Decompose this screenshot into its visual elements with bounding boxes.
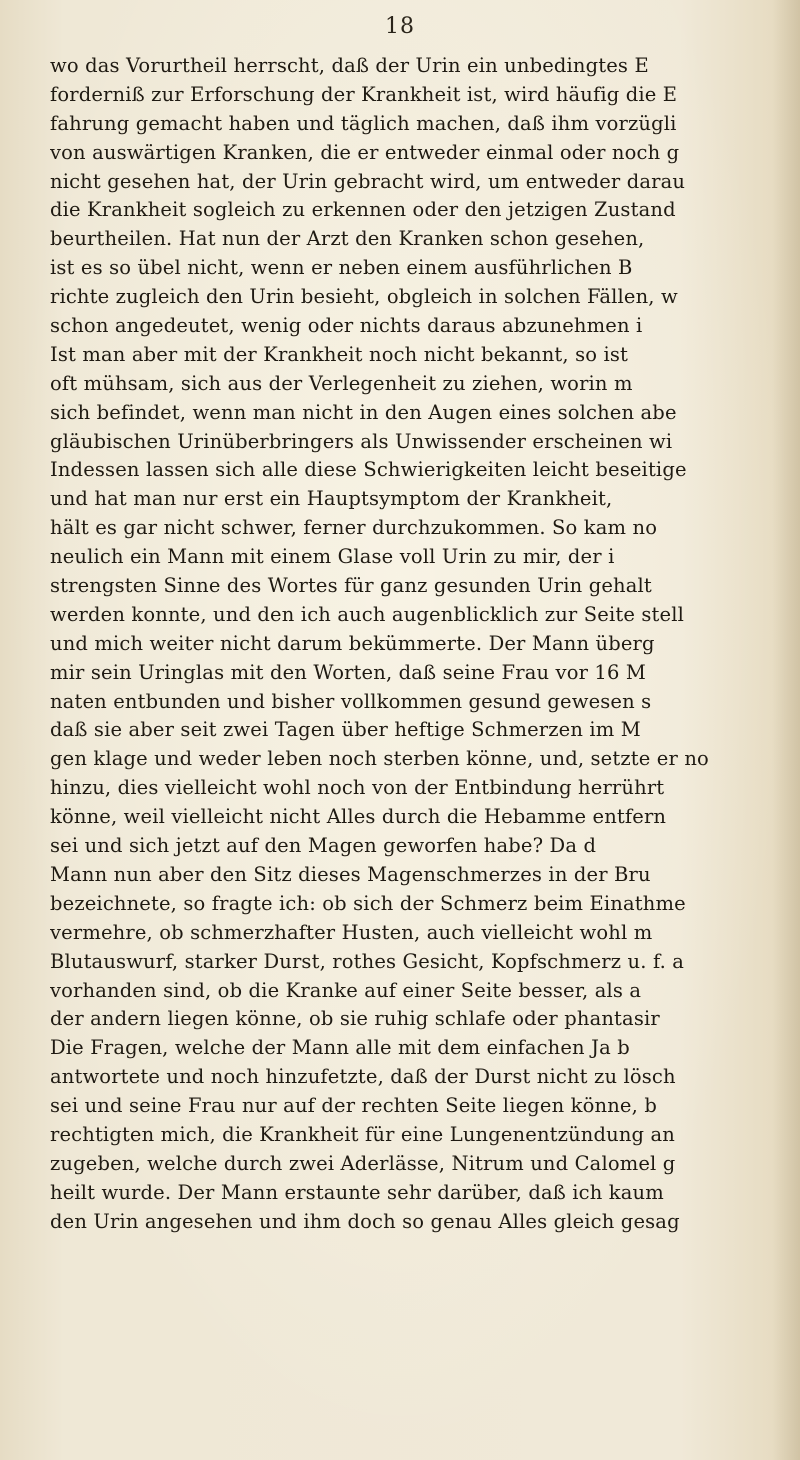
text-line: sei und seine Frau nur auf der rechten Seite liegen könne, b	[50, 1094, 657, 1118]
text-line: könne, weil vielleicht nicht Alles durch die Hebamme entfern	[50, 805, 667, 829]
text-line: ist es so übel nicht, wenn er neben einem ausführlichen B	[50, 256, 633, 280]
text-line: heilt wurde. Der Mann erstaunte sehr darüber, daß ich kaum	[50, 1180, 664, 1204]
text-line: und mich weiter nicht darum bekümmerte. Der Mann überg	[50, 631, 655, 655]
text-line: hält es gar nicht schwer, ferner durchzukommen. So kam no	[50, 516, 658, 540]
text-line: fahrung gemacht haben und täglich machen, daß ihm vorzügli	[50, 111, 677, 135]
text-line: sei und sich jetzt auf den Magen geworfen habe? Da d	[50, 834, 597, 858]
text-line: richte zugleich den Urin besieht, obgleich in solchen Fällen, w	[50, 285, 678, 309]
text-line: den Urin angesehen und ihm doch so genau Alles gleich gesag	[50, 1209, 680, 1233]
text-line: bezeichnete, so fragte ich: ob sich der Schmerz beim Einathme	[50, 891, 686, 915]
text-line: oft mühsam, sich aus der Verlegenheit zu ziehen, worin m	[50, 371, 633, 395]
text-line: vermehre, ob schmerzhafter Husten, auch vielleicht wohl m	[50, 920, 653, 944]
text-line: die Krankheit sogleich zu erkennen oder den jetzigen Zustand	[50, 198, 676, 222]
text-line: wo das Vorurtheil herrscht, daß der Urin ein unbedingtes E	[50, 54, 649, 77]
text-line: Mann nun aber den Sitz dieses Magenschmerzes in der Bru	[50, 862, 651, 886]
page-text	[50, 52, 792, 1452]
text-line: Ist man aber mit der Krankheit noch nicht bekannt, so ist	[50, 342, 629, 366]
text-line: gen klage und weder leben noch sterben könne, und, setzte er no	[50, 747, 709, 771]
text-line: Indessen lassen sich alle diese Schwierigkeiten leicht beseitige	[50, 458, 687, 482]
page-edge-shadow	[772, 0, 800, 1460]
text-line: zugeben, welche durch zwei Aderlässe, Nitrum und Calomel g	[50, 1151, 676, 1175]
text-line: rechtigten mich, die Krankheit für eine Lungenentzündung an	[50, 1122, 676, 1146]
text-line: Die Fragen, welche der Mann alle mit dem einfachen Ja b	[50, 1036, 630, 1060]
text-line: schon angedeutet, wenig oder nichts daraus abzunehmen i	[50, 314, 643, 338]
text-line: und hat man nur erst ein Hauptsymptom der Krankheit,	[50, 487, 613, 511]
text-line: mir sein Uringlas mit den Worten, daß seine Frau vor 16 M	[50, 660, 646, 684]
text-line: von auswärtigen Kranken, die er entweder einmal oder noch g	[50, 140, 680, 164]
text-line: strengsten Sinne des Wortes für ganz gesunden Urin gehalt	[50, 574, 652, 598]
text-line: sich befindet, wenn man nicht in den Augen eines solchen abe	[50, 400, 677, 424]
text-line: daß sie aber seit zwei Tagen über heftige Schmerzen im M	[50, 718, 641, 742]
text-line: naten entbunden und bisher vollkommen gesund gewesen s	[50, 689, 652, 713]
text-line: werden konnte, und den ich auch augenblicklich zur Seite stell	[50, 602, 684, 626]
text-line: vorhanden sind, ob die Kranke auf einer Seite besser, als a	[50, 978, 642, 1002]
text-line: der andern liegen könne, ob sie ruhig schlafe oder phantasir	[50, 1007, 660, 1031]
text-line: gläubischen Urinüberbringers als Unwissender erscheinen wi	[50, 429, 673, 453]
text-line: nicht gesehen hat, der Urin gebracht wird, um entweder darau	[50, 169, 686, 193]
text-line: antwortete und noch hinzufetzte, daß der Durst nicht zu lösch	[50, 1065, 676, 1089]
text-line: beurtheilen. Hat nun der Arzt den Kranken schon gesehen,	[50, 227, 645, 251]
text-line: Blutauswurf, starker Durst, rothes Gesicht, Kopfschmerz u. f. a	[50, 949, 685, 973]
text-line: neulich ein Mann mit einem Glase voll Urin zu mir, der i	[50, 545, 615, 569]
text-line: forderniß zur Erforschung der Krankheit ist, wird häufig die E	[50, 82, 678, 106]
text-line: hinzu, dies vielleicht wohl noch von der Entbindung herrührt	[50, 776, 665, 800]
page-number: 18	[385, 14, 415, 39]
